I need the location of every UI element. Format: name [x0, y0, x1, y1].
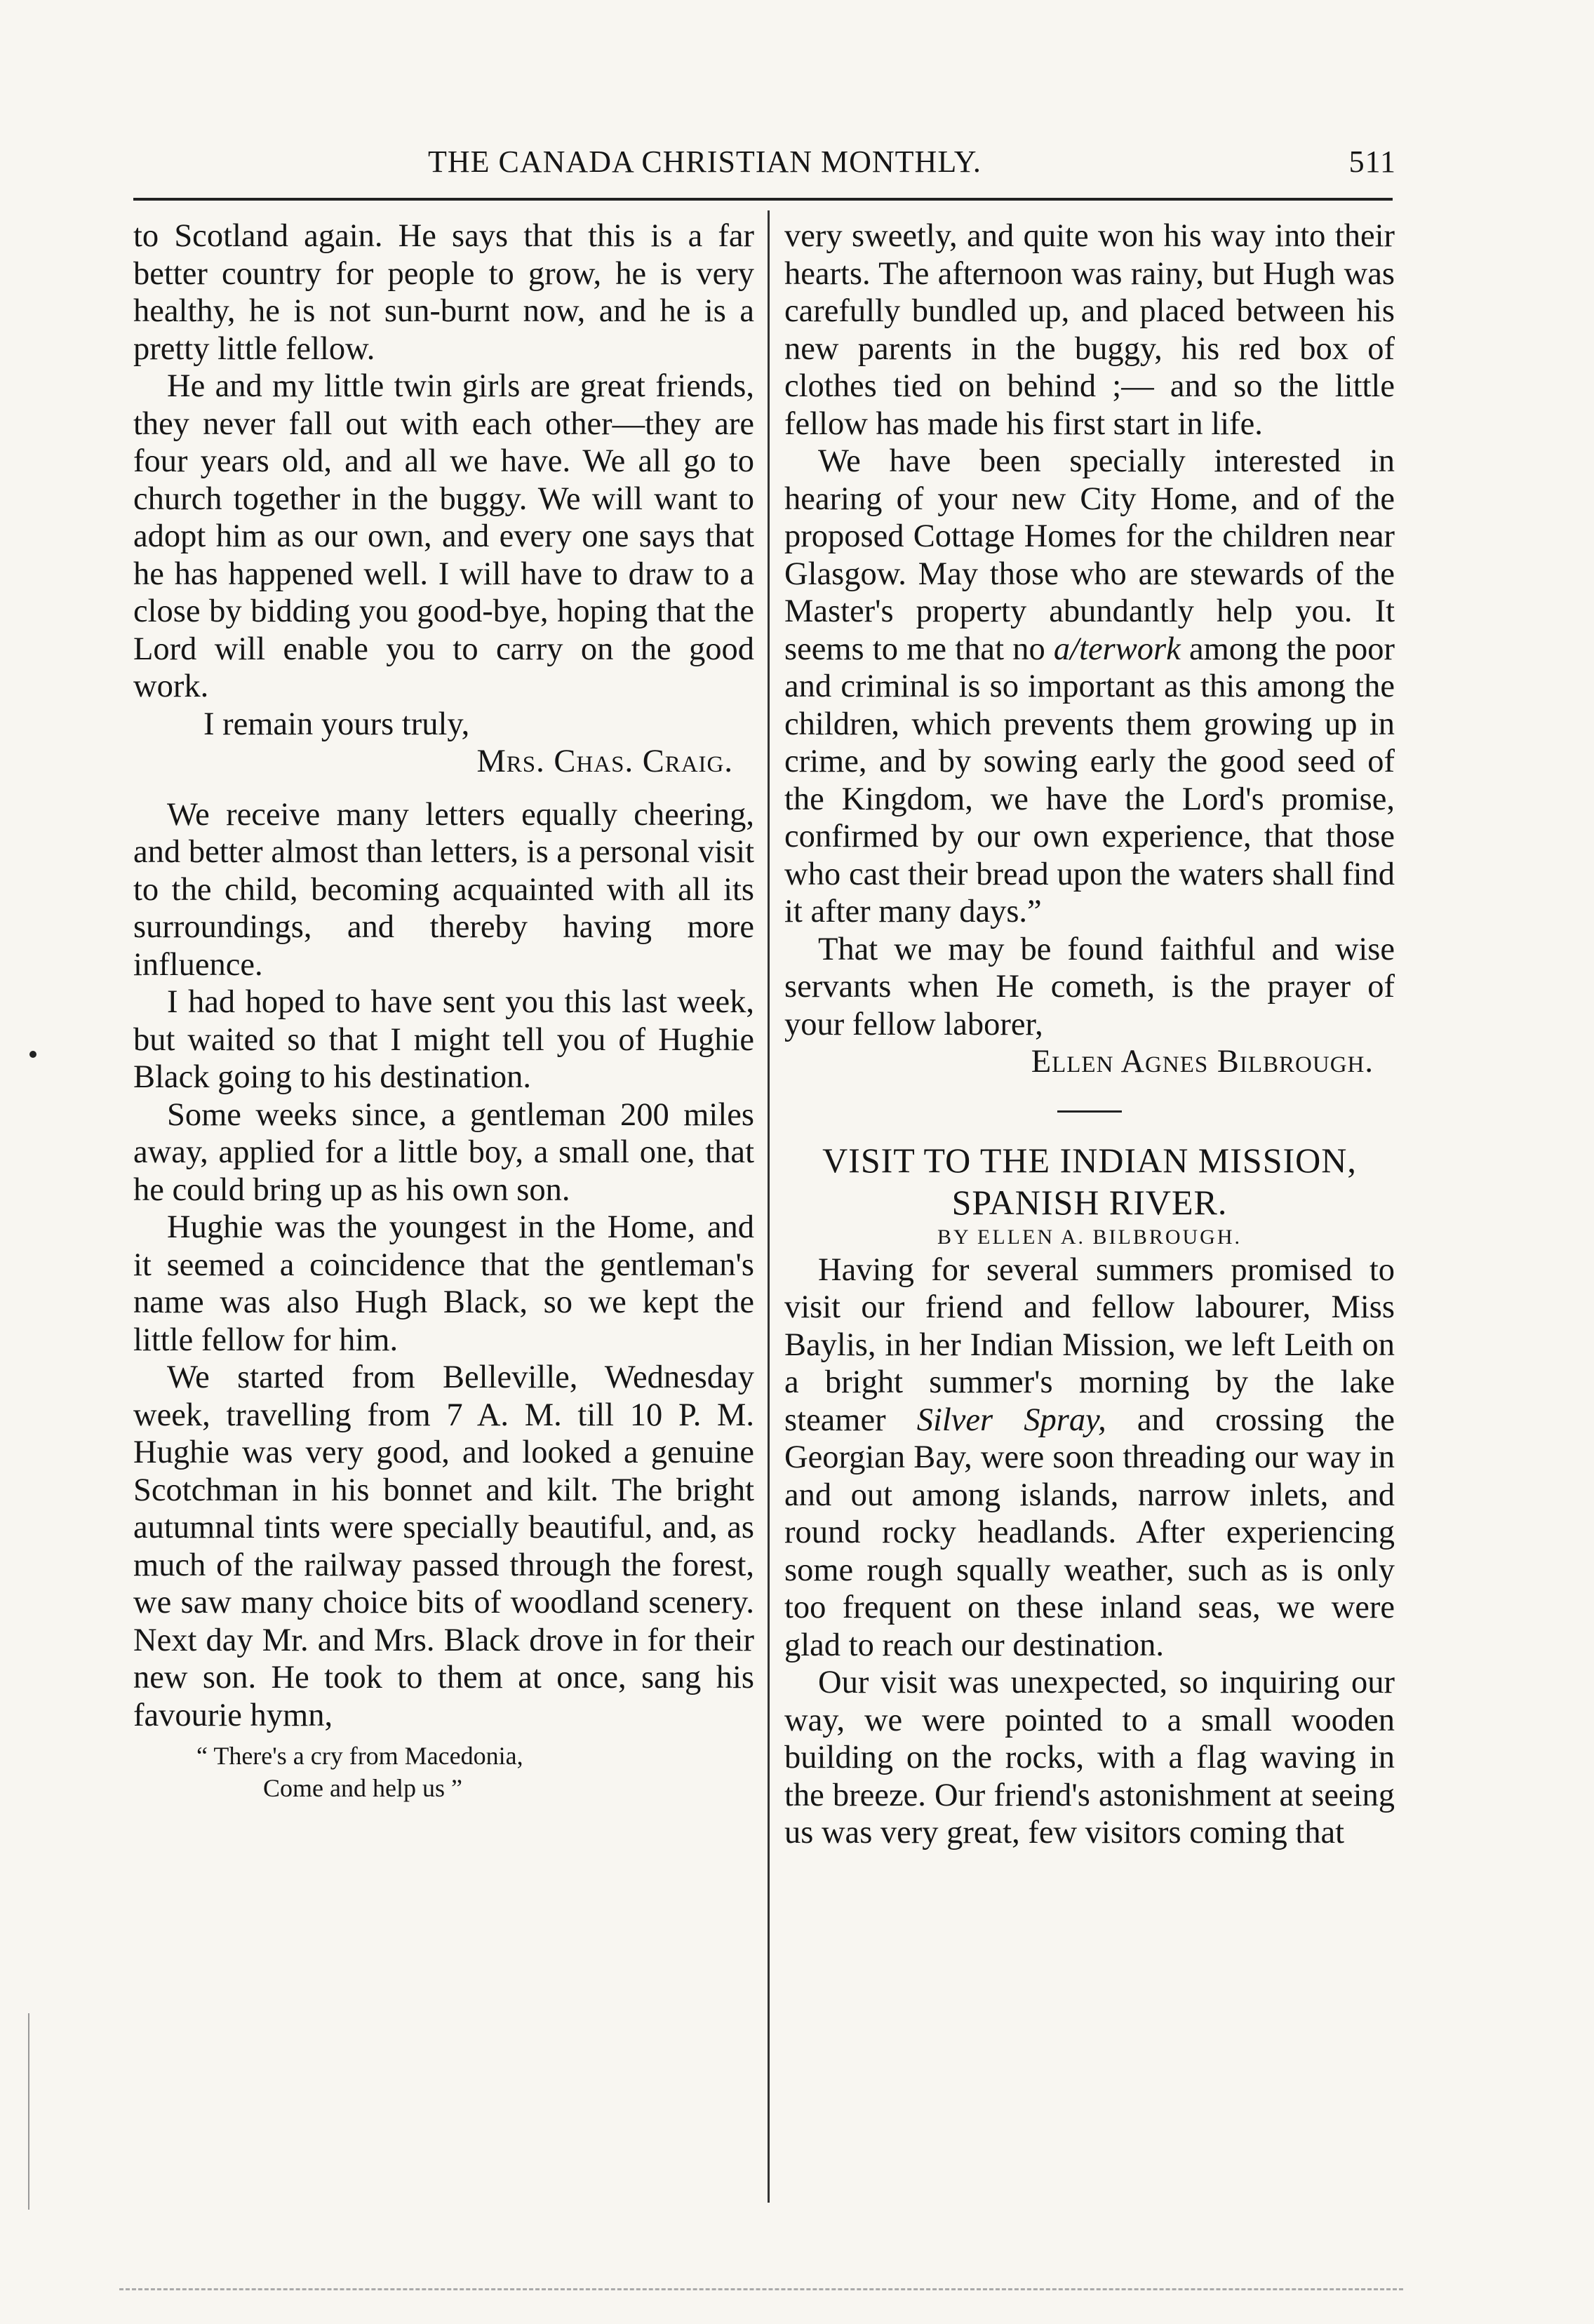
column-divider — [768, 210, 770, 2203]
running-header — [133, 144, 1396, 186]
right-column — [784, 217, 1395, 1852]
running-title: THE CANADA CHRISTIAN MONTHLY. — [428, 145, 982, 179]
paragraph — [784, 443, 1395, 931]
text-run: and crossing the Georgian Bay, were soon threading our way in and out among islands, narrow inlets, and round rocky headlands. After experiencing some rough squally weather, such as is only too frequent on these inland seas, we were glad to reach our destination. — [784, 1402, 1395, 1663]
text-run: among the poor and criminal is so important as this among the children, which prevents them growing up in crime, and by sowing early the good seed of the Kingdom, we have the Lord's promise, confirmed by our own experience, that those who cast their bread upon the waters shall find it after many days.” — [784, 631, 1395, 929]
paragraph — [784, 1251, 1395, 1665]
paragraph: We started from Belleville, Wednesday week, travelling from 7 A. M. till 10 P. M. Hughie was very good, and looked a genuine Scotchman in his bonnet and kilt. The bright autumnal tints were specially beautiful, and, as much of the railway passed through the forest, we saw many choice bits of woodland scenery. Next day Mr. and Mrs. Black drove in for their new son. He took to them at once, sang his favourie hymn, — [133, 1359, 754, 1733]
italic-text: a/terwork — [1053, 631, 1181, 667]
text-run: Having for several summers promised to visit our friend and fellow labourer, Miss Baylis, in her Indian Mission, we left Leith on a bright summer's morning by the lake steamer — [784, 1251, 1395, 1438]
quote-line: “ There's a cry from Macedonia, — [196, 1742, 523, 1770]
left-column — [133, 217, 754, 1804]
margin-mark — [28, 2013, 29, 2210]
paragraph: I had hoped to have sent you this last week, but waited so that I might tell you of Hughie Black going to his destination. — [133, 984, 754, 1095]
paragraph: We receive many letters equally cheering, and better almost than letters, is a personal visit to the child, becoming acquainted with all its surroundings, and thereby having more influence. — [133, 796, 754, 983]
section-separator — [1057, 1110, 1122, 1113]
paragraph: That we may be found faithful and wise servants when He cometh, is the prayer of your fellow laborer, — [784, 931, 1395, 1042]
byline: BY ELLEN A. BILBROUGH. — [937, 1225, 1243, 1249]
paragraph: Our visit was unexpected, so inquiring our way, we were pointed to a small wooden building on the rocks, with a flag waving in the breeze. Our friend's astonishment at seeing us was very great, few visitors coming that — [784, 1665, 1395, 1851]
paragraph: to Scotland again. He says that this is a far better country for people to grow, he is very healthy, he is not sun-burnt now, and he is a pretty little fellow. — [133, 218, 754, 367]
text-run: We have been specially interested in hearing of your new City Home, and of the proposed Cottage Homes for the children near Glasgow. May those who are stewards of the Master's property abundantly help you. It seems to me that no — [784, 443, 1395, 667]
ink-speck — [29, 1051, 36, 1058]
article-title-line: VISIT TO THE INDIAN MISSION, — [822, 1140, 1357, 1180]
page-number: 511 — [1348, 145, 1396, 179]
paragraph: Hughie was the youngest in the Home, and it seemed a coincidence that the gentleman's name was also Hugh Black, so we kept the little fellow for him. — [133, 1209, 754, 1358]
paragraph: He and my little twin girls are great friends, they never fall out with each other—they are four years old, and all we have. We all go to church together in the buggy. We will want to adopt him as our own, and every one says that he has happened well. I will have to draw to a close by bidding you good-bye, hoping that the Lord will enable you to carry on the good work. — [133, 368, 754, 704]
article-title — [784, 1139, 1395, 1223]
italic-text: Silver Spray, — [916, 1402, 1106, 1438]
paragraph: very sweetly, and quite won his way into their hearts. The afternoon was rainy, but Hugh was carefully bundled up, and placed between his new parents in the buggy, his red box of clothes tied on behind ;— and so the little fellow has made his first start in life. — [784, 218, 1395, 442]
quote-line: Come and help us ” — [263, 1774, 462, 1802]
paragraph: Some weeks since, a gentleman 200 miles away, applied for a little boy, a small one, that he could bring up as his own son. — [133, 1096, 754, 1208]
article-title-line: SPANISH RIVER. — [951, 1182, 1228, 1222]
hymn-quote — [133, 1740, 754, 1804]
letter-signature: Ellen Agnes Bilbrough. — [1031, 1044, 1374, 1080]
header-rule — [133, 198, 1393, 201]
letter-signature: Mrs. Chas. Craig. — [476, 744, 733, 779]
letter-closing: I remain yours truly, — [203, 706, 470, 742]
bottom-edge-noise — [119, 2288, 1403, 2290]
